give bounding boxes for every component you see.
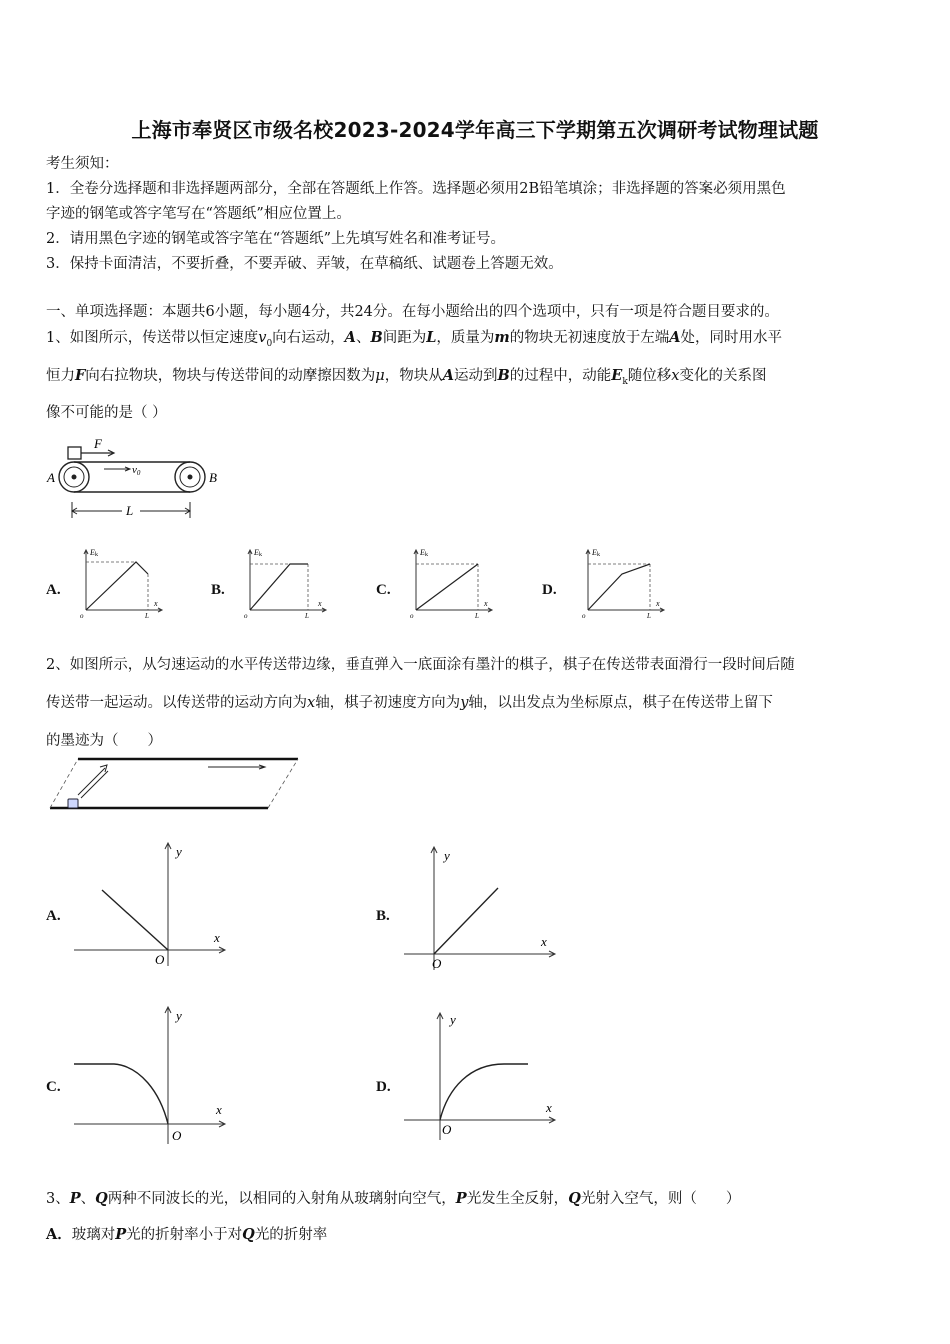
q1-option-a-graph[interactable] (78, 544, 168, 622)
q3-option-a[interactable]: A．玻璃对P光的折射率小于对Q光的折射率 (46, 1226, 328, 1243)
page-title: 上海市奉贤区市级名校2023-2024学年高三下学期第五次调研考试物理试题 (131, 118, 819, 142)
q1-curve-a (86, 562, 148, 610)
svg-text:k: k (425, 552, 428, 558)
point-b-label: B (209, 470, 217, 485)
svg-text:o: o (582, 612, 586, 620)
svg-text:y: y (450, 1012, 456, 1027)
svg-text:L: L (145, 612, 149, 620)
q1-option-a-label[interactable]: A. (46, 582, 61, 598)
svg-text:x: x (154, 599, 158, 608)
q2-option-b-label[interactable]: B. (376, 908, 390, 924)
svg-text:O: O (172, 1128, 182, 1143)
force-label: F (94, 436, 102, 451)
svg-text:k: k (597, 552, 600, 558)
q1-option-c-label[interactable]: C. (376, 582, 391, 598)
svg-text:x: x (216, 1102, 222, 1117)
svg-text:y: y (444, 848, 450, 863)
svg-text:x: x (484, 599, 488, 608)
q1-option-d-label[interactable]: D. (542, 582, 557, 598)
svg-text:x: x (541, 934, 547, 949)
q1-line-1: 1、如图所示，传送带以恒定速度$v_0$向右运动，A、B间距为L，质量为m的物块无初速度放于左端A处，同时用水平 (46, 329, 783, 349)
q1-curve-d (588, 564, 650, 610)
svg-text:y: y (176, 844, 182, 859)
q1-option-b-graph[interactable] (242, 544, 332, 622)
svg-text:x: x (318, 599, 322, 608)
svg-text:x: x (656, 599, 660, 608)
q1-line-3: 像不可能的是（ ） (46, 405, 167, 421)
svg-text:o: o (80, 612, 84, 620)
q2-trace-d (440, 1064, 528, 1120)
svg-text:k: k (95, 552, 98, 558)
q2-trace-a (102, 890, 168, 950)
svg-text:O: O (442, 1122, 452, 1137)
svg-text:E: E (592, 548, 597, 557)
svg-text:L: L (305, 612, 309, 620)
q2-option-c-label[interactable]: C. (46, 1079, 61, 1095)
section-heading: 一、单项选择题：本题共6小题，每小题4分，共24分。在每小题给出的四个选项中，只有一项是符合题目要求的。 (46, 304, 779, 320)
q2-trace-b (434, 888, 498, 954)
q1-option-c-graph[interactable] (408, 544, 498, 622)
q2-option-d-label[interactable]: D. (376, 1079, 391, 1095)
length-label: L (126, 503, 134, 518)
notice-item-3: 3．保持卡面清洁，不要折叠，不要弄破、弄皱，在草稿纸、试题卷上答题无效。 (46, 256, 563, 272)
q3-line-1: 3、P、Q两种不同波长的光，以相同的入射角从玻璃射向空气，P光发生全反射，Q光射入空气，则（ ） (46, 1190, 741, 1207)
q1-curve-b (250, 564, 308, 610)
block (68, 447, 81, 459)
notice-heading: 考生须知： (46, 156, 119, 172)
q2-option-c-graph[interactable] (70, 1002, 230, 1150)
q2-option-d-graph[interactable] (400, 1008, 560, 1148)
velocity-label: v0 (132, 464, 141, 477)
q2-line-3: 的墨迹为（ ） (46, 733, 162, 749)
svg-text:y: y (176, 1008, 182, 1023)
svg-text:x: x (214, 930, 220, 945)
svg-text:O: O (432, 956, 442, 971)
point-a-label: A (47, 470, 55, 485)
svg-text:L: L (475, 612, 479, 620)
q2-line-1: 2、如图所示，从匀速运动的水平传送带边缘，垂直弹入一底面涂有墨汁的棋子，棋子在传送带表面滑行一段时间后随 (46, 657, 795, 673)
q2-line-2: 传送带一起运动。以传送带的运动方向为x轴，棋子初速度方向为y轴，以出发点为坐标原点，棋子在传送带上留下 (46, 695, 773, 711)
q1-option-d-graph[interactable] (580, 544, 670, 622)
notice-item-2: 2．请用黑色字迹的钢笔或答字笔在“答题纸”上先填写姓名和准考证号。 (46, 231, 506, 247)
q2-option-b-graph[interactable] (400, 842, 560, 974)
q1-option-b-label[interactable]: B. (211, 582, 225, 598)
svg-text:O: O (155, 952, 165, 967)
svg-text:E: E (420, 548, 425, 557)
svg-text:k: k (259, 552, 262, 558)
svg-text:o: o (410, 612, 414, 620)
notice-item-1: 1．全卷分选择题和非选择题两部分，全部在答题纸上作答。选择题必须用2B铅笔填涂；非选择题的答案必须用黑色 (46, 181, 786, 197)
svg-text:x: x (546, 1100, 552, 1115)
q2-trace-c (74, 1064, 168, 1124)
chess-piece (68, 799, 78, 808)
q2-option-a-graph[interactable] (70, 838, 230, 970)
belt-figure (46, 754, 304, 814)
q1-curve-c (416, 564, 478, 610)
notice-item-1-cont: 字迹的钢笔或答字笔写在“答题纸”相应位置上。 (46, 206, 351, 222)
svg-text:L: L (647, 612, 651, 620)
svg-text:o: o (244, 612, 248, 620)
svg-text:E: E (254, 548, 259, 557)
q2-option-a-label[interactable]: A. (46, 908, 61, 924)
conveyor-figure (44, 432, 234, 524)
q1-line-2: 恒力F向右拉物块，物块与传送带间的动摩擦因数为μ，物块从A运动到B的过程中，动能$E_k$随位移x变化的关系图 (46, 367, 767, 387)
svg-text:E: E (90, 548, 95, 557)
